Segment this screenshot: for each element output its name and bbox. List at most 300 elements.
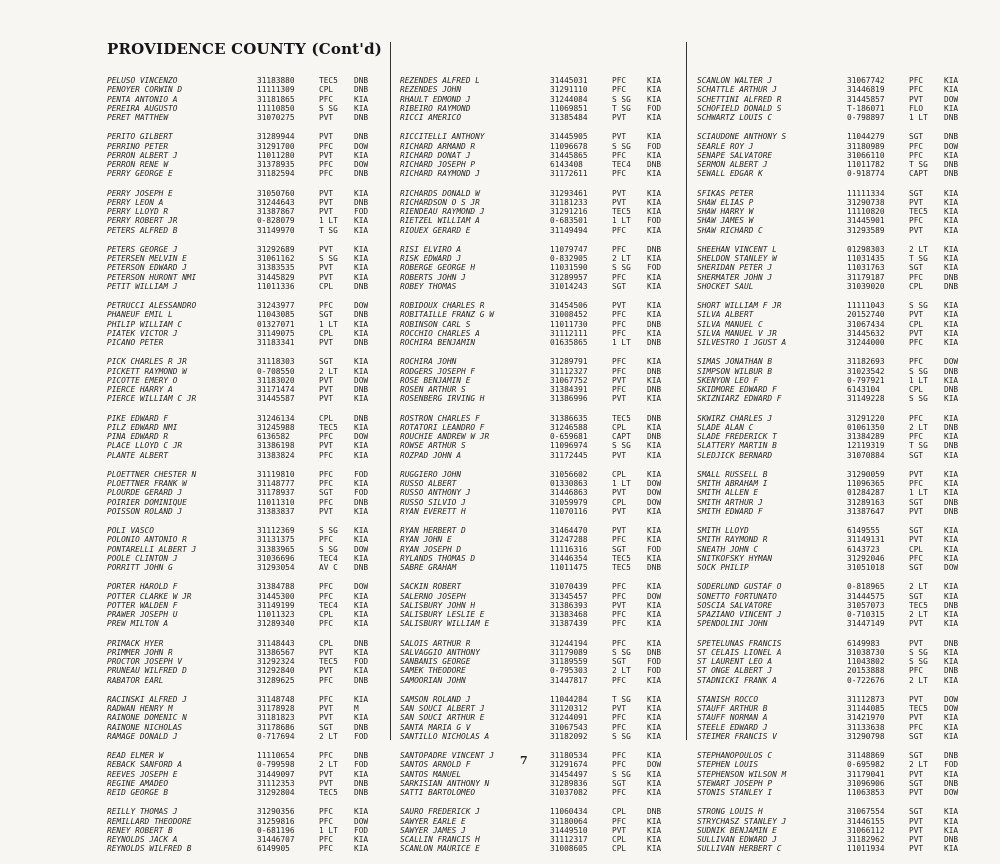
rank: PFC: [319, 160, 334, 169]
rank: PVT: [319, 207, 334, 216]
soldier-name: SEWALL EDGAR K: [697, 169, 763, 179]
rank: PVT: [319, 150, 334, 160]
serial-number: 31289163: [847, 497, 885, 507]
soldier-name: REBACK SANFORD A: [107, 760, 183, 770]
roster-entry: [107, 648, 387, 657]
status-code: DNB: [944, 666, 959, 676]
rank: PVT: [909, 469, 924, 479]
soldier-name: PIERCE WILLIAM C JR: [107, 394, 197, 404]
status-code: DNB: [647, 319, 662, 329]
rank: SGT: [909, 188, 924, 198]
status-code: KIA: [354, 807, 369, 817]
serial-number: 31386635: [550, 413, 588, 423]
roster-entry: [400, 666, 682, 675]
rank: 1 LT: [319, 216, 338, 226]
rank: PFC: [319, 816, 334, 826]
status-code: KIA: [647, 150, 662, 160]
serial-number: 11079747: [550, 244, 588, 254]
soldier-name: READ ELMER W: [107, 751, 164, 760]
soldier-name: PELUSO VINCENZO: [107, 76, 178, 85]
status-code: KIA: [647, 281, 662, 291]
soldier-name: RYAN EVERETT H: [400, 506, 466, 516]
roster-entry: [107, 263, 387, 272]
soldier-name: RAINONE DOMENIC N: [107, 713, 187, 723]
status-code: KIA: [354, 769, 369, 779]
roster-entry: [400, 676, 682, 685]
serial-number: 31291110: [550, 85, 588, 95]
serial-number: 31383837: [257, 506, 295, 516]
roster-entry: [400, 301, 682, 310]
serial-number: 12119319: [847, 441, 885, 451]
status-code: FOD: [647, 657, 662, 666]
serial-number: 31444575: [847, 591, 885, 601]
soldier-name: ROSENBERG IRVING H: [400, 394, 485, 404]
soldier-name: STEPHANOPOULOS C: [697, 751, 773, 760]
rank: PVT: [909, 788, 924, 797]
serial-number: 31292689: [257, 244, 295, 254]
soldier-name: SCHETTINI ALFRED R: [697, 94, 782, 104]
status-code: M: [354, 704, 359, 713]
soldier-name: SCHOFIELD DONALD S: [697, 103, 782, 113]
soldier-name: REZENDES ALFRED L: [400, 76, 480, 85]
soldier-name: STEPHENSON WILSON M: [697, 769, 787, 779]
rank: AV C: [319, 563, 338, 572]
serial-number: 31384289: [847, 432, 885, 441]
roster-entry: [107, 488, 387, 497]
status-code: KIA: [944, 488, 959, 498]
roster-entry: [107, 320, 387, 329]
roster-entry: [400, 226, 682, 235]
soldier-name: SAMSON ROLAND J: [400, 694, 471, 704]
roster-entry: [107, 160, 387, 169]
status-code: KIA: [354, 666, 369, 676]
rank: SGT: [319, 722, 334, 732]
soldier-name: RICHARDSON O S JR: [400, 197, 480, 207]
status-code: KIA: [944, 216, 959, 226]
rank: CPL: [319, 85, 334, 95]
serial-number: 11031590: [550, 263, 588, 273]
status-code: KIA: [944, 610, 959, 619]
soldier-name: PIERCE HARRY A: [107, 385, 173, 394]
rank: PFC: [909, 338, 924, 347]
status-code: DNB: [647, 432, 662, 441]
status-code: DOW: [944, 563, 959, 572]
roster-entry: [697, 142, 980, 151]
roster-group: [107, 245, 387, 291]
roster-entry: [400, 470, 682, 479]
rank: PVT: [319, 704, 334, 713]
rank: PFC: [909, 272, 924, 282]
roster-group: [107, 751, 387, 797]
status-code: DNB: [354, 338, 369, 347]
soldier-name: SNEATH JOHN C: [697, 544, 759, 554]
soldier-name: SALISBURY WILLIAM E: [400, 619, 490, 629]
rank: PVT: [909, 506, 924, 516]
roster-entry: [107, 788, 387, 797]
roster-entry: [107, 169, 387, 178]
rank: SGT: [909, 591, 924, 601]
status-code: DNB: [354, 281, 369, 291]
roster-entry: [400, 160, 682, 169]
soldier-name: SCIAUDONE ANTHONY S: [697, 132, 787, 142]
serial-number: 31181823: [257, 713, 295, 723]
roster-entry: [107, 535, 387, 544]
page-number: 7: [520, 754, 528, 767]
rank: CPL: [612, 835, 627, 844]
rank: S SG: [612, 731, 631, 741]
status-code: FOD: [647, 263, 662, 273]
roster-entry: [107, 507, 387, 516]
status-code: FOD: [354, 469, 369, 479]
roster-entry: [697, 648, 980, 657]
rank: PVT: [319, 385, 334, 394]
soldier-name: RODGERS JOSEPH F: [400, 366, 476, 376]
roster-entry: [400, 807, 682, 816]
page-title: PROVIDENCE COUNTY (Cont'd): [107, 40, 383, 58]
roster-entry: [697, 198, 980, 207]
roster-group: [400, 76, 682, 122]
serial-number: 31385484: [550, 113, 588, 122]
roster-entry: [400, 282, 682, 291]
rank: PFC: [612, 357, 627, 367]
rank: 1 LT: [319, 825, 338, 835]
roster-entry: [107, 704, 387, 713]
roster-group: [400, 639, 682, 685]
rank: T SG: [909, 441, 928, 451]
soldier-name: PERRY LLOYD R: [107, 207, 169, 216]
status-code: DNB: [944, 366, 959, 376]
soldier-name: PRIMACK HYER: [107, 638, 164, 648]
status-code: FOD: [354, 825, 369, 835]
serial-number: 31446819: [847, 85, 885, 95]
roster-group: [107, 357, 387, 403]
soldier-name: RISI ELVIRO A: [400, 244, 462, 254]
rank: PVT: [909, 197, 924, 207]
rank: 2 LT: [319, 366, 338, 376]
roster-entry: [697, 732, 980, 741]
rank: TEC5: [319, 76, 338, 85]
serial-number: 31149075: [257, 328, 295, 338]
rank: PVT: [319, 375, 334, 385]
rank: PFC: [612, 610, 627, 619]
serial-number: 31050760: [257, 188, 295, 198]
soldier-name: SHERMATER JOHN J: [697, 272, 773, 282]
serial-number: 31464470: [550, 526, 588, 535]
rank: PFC: [612, 85, 627, 95]
soldier-name: RICCI AMERICO: [400, 113, 462, 122]
rank: PFC: [909, 413, 924, 423]
roster-group: [400, 132, 682, 178]
rank: 2 LT: [909, 244, 928, 254]
status-code: DNB: [354, 638, 369, 648]
roster-entry: [697, 432, 980, 441]
rank: PFC: [612, 619, 627, 629]
roster-entry: [400, 245, 682, 254]
soldier-name: SACKIN ROBERT: [400, 582, 462, 592]
serial-number: 31172445: [550, 450, 588, 460]
rank: PVT: [909, 94, 924, 104]
serial-number: 31345457: [550, 591, 588, 601]
soldier-name: STEELE EDWARD J: [697, 722, 768, 732]
status-code: KIA: [944, 244, 959, 254]
roster-entry: [697, 704, 980, 713]
status-code: KIA: [354, 610, 369, 619]
soldier-name: SHORT WILLIAM F JR: [697, 301, 782, 310]
serial-number: 31181233: [550, 197, 588, 207]
roster-group: [697, 695, 980, 741]
roster-entry: [400, 216, 682, 225]
serial-number: 31384788: [257, 582, 295, 592]
rank: PFC: [909, 216, 924, 226]
status-code: KIA: [354, 647, 369, 657]
roster-group: [697, 807, 980, 853]
roster-entry: [107, 751, 387, 760]
status-code: KIA: [944, 225, 959, 235]
soldier-name: RICCITELLI ANTHONY: [400, 132, 485, 142]
serial-number: 11031763: [847, 263, 885, 273]
soldier-name: ROBERTS JOHN J: [400, 272, 466, 282]
roster-entry: [697, 273, 980, 282]
roster-entry: [400, 189, 682, 198]
soldier-name: POLI VASCO: [107, 526, 154, 535]
roster-group: [400, 751, 682, 797]
soldier-name: RIOUEX GERARD E: [400, 225, 471, 235]
serial-number: 11111309: [257, 85, 295, 95]
roster-entry: [400, 385, 682, 394]
status-code: DNB: [354, 85, 369, 95]
roster-group: [107, 807, 387, 853]
soldier-name: SMITH ALLEN E: [697, 488, 759, 498]
rank: TEC4: [319, 553, 338, 563]
status-code: KIA: [944, 188, 959, 198]
roster-entry: [107, 385, 387, 394]
roster-entry: [697, 779, 980, 788]
roster-entry: [697, 160, 980, 169]
rank: PFC: [909, 553, 924, 563]
status-code: KIA: [647, 751, 662, 760]
roster-entry: [697, 807, 980, 816]
serial-number: 31148748: [257, 694, 295, 704]
roster-entry: [697, 639, 980, 648]
roster-entry: [697, 357, 980, 366]
roster-entry: [107, 723, 387, 732]
rank: TEC5: [909, 600, 928, 610]
serial-number: 11044284: [550, 694, 588, 704]
roster-entry: [107, 610, 387, 619]
soldier-name: SAN SOUCI ALBERT J: [400, 704, 485, 713]
rank: TEC5: [612, 413, 631, 423]
status-code: KIA: [944, 207, 959, 216]
roster-entry: [400, 254, 682, 263]
soldier-name: RUSSO ANTHONY J: [400, 488, 471, 498]
status-code: DNB: [944, 751, 959, 760]
rank: PVT: [612, 704, 627, 713]
status-code: KIA: [944, 301, 959, 310]
serial-number: 31178928: [257, 704, 295, 713]
status-code: DNB: [647, 385, 662, 394]
roster-entry: [697, 207, 980, 216]
status-code: KIA: [647, 254, 662, 263]
soldier-name: REZENDES JOHN: [400, 85, 462, 95]
roster-entry: [697, 723, 980, 732]
roster-entry: [400, 273, 682, 282]
soldier-name: RAINONE NICHOLAS: [107, 722, 183, 732]
status-code: DNB: [354, 197, 369, 207]
rank: PFC: [319, 591, 334, 601]
rank: CPL: [612, 844, 627, 854]
roster-entry: [400, 85, 682, 94]
rank: PVT: [319, 263, 334, 273]
serial-number: 31244000: [847, 338, 885, 347]
status-code: KIA: [354, 591, 369, 601]
soldier-name: SLEDJICK BERNARD: [697, 450, 773, 460]
serial-number: 31421970: [847, 713, 885, 723]
serial-number: 31445829: [257, 272, 295, 282]
soldier-name: RIBEIRO RAYMOND: [400, 103, 471, 113]
roster-entry: [107, 338, 387, 347]
roster-entry: [400, 751, 682, 760]
rank: PFC: [909, 76, 924, 85]
status-code: FOD: [354, 488, 369, 498]
soldier-name: PHILIP WILLIAM C: [107, 319, 183, 329]
roster-entry: [697, 151, 980, 160]
status-code: DOW: [354, 375, 369, 385]
roster-entry: [400, 329, 682, 338]
status-code: DNB: [647, 647, 662, 657]
status-code: DNB: [354, 76, 369, 85]
roster-group: [400, 245, 682, 291]
status-code: DOW: [647, 760, 662, 770]
status-code: KIA: [647, 638, 662, 648]
soldier-name: PICKETT RAYMOND W: [107, 366, 187, 376]
roster-entry: [107, 844, 387, 853]
rank: PFC: [612, 751, 627, 760]
serial-number: 31051018: [847, 563, 885, 572]
soldier-name: SALERNO JOSEPH: [400, 591, 466, 601]
roster-entry: [107, 441, 387, 450]
status-code: DNB: [354, 385, 369, 394]
soldier-name: STADNICKI FRANK A: [697, 675, 777, 685]
serial-number: 31446863: [550, 488, 588, 498]
serial-number: 31386567: [257, 647, 295, 657]
roster-entry: [697, 498, 980, 507]
rank: TEC4: [319, 600, 338, 610]
rank: PFC: [612, 816, 627, 826]
roster-group: [107, 414, 387, 460]
serial-number: 11111043: [847, 301, 885, 310]
rank: SGT: [612, 544, 627, 554]
status-code: KIA: [647, 713, 662, 723]
rank: T SG: [612, 694, 631, 704]
serial-number: 6149983: [847, 638, 880, 648]
soldier-name: PROCTOR JOSEPH V: [107, 657, 183, 666]
soldier-name: PHANEUF EMIL L: [107, 310, 173, 320]
roster-entry: [697, 488, 980, 497]
roster-entry: [400, 545, 682, 554]
serial-number: 31112873: [847, 694, 885, 704]
soldier-name: SATTI BARTOLOMEO: [400, 788, 476, 797]
serial-number: 01284287: [847, 488, 885, 498]
roster-entry: [107, 273, 387, 282]
serial-number: 31386198: [257, 441, 295, 451]
soldier-name: PIATEK VICTOR J: [107, 328, 178, 338]
status-code: KIA: [354, 694, 369, 704]
soldier-name: RABATOR EARL: [107, 675, 164, 685]
rank: CPL: [612, 469, 627, 479]
status-code: KIA: [647, 85, 662, 95]
roster-entry: [400, 169, 682, 178]
status-code: DNB: [944, 272, 959, 282]
status-code: KIA: [944, 844, 959, 854]
soldier-name: RISK EDWARD J: [400, 254, 462, 263]
rank: SGT: [319, 357, 334, 367]
roster-entry: [697, 216, 980, 225]
roster-entry: [400, 732, 682, 741]
soldier-name: SUDNIK BENJAMIN E: [697, 825, 777, 835]
roster-entry: [107, 376, 387, 385]
roster-entry: [400, 498, 682, 507]
status-code: KIA: [354, 479, 369, 488]
roster-entry: [400, 592, 682, 601]
rank: PFC: [612, 319, 627, 329]
serial-number: 0-799598: [257, 760, 295, 770]
rank: T SG: [319, 225, 338, 235]
soldier-name: POOLE CLINTON J: [107, 553, 178, 563]
roster-entry: [697, 526, 980, 535]
rank: PFC: [612, 713, 627, 723]
status-code: KIA: [944, 526, 959, 535]
status-code: FOD: [647, 216, 662, 226]
serial-number: 31384391: [550, 385, 588, 394]
soldier-name: SILVA MANUEL C: [697, 319, 763, 329]
soldier-name: SPENDOLINI JOHN: [697, 619, 768, 629]
rank: PVT: [909, 835, 924, 844]
soldier-name: SONETTO FORTUNATO: [697, 591, 777, 601]
soldier-name: SULLIVAN EDWARD J: [697, 835, 777, 844]
status-code: KIA: [944, 619, 959, 629]
serial-number: 31446155: [847, 816, 885, 826]
roster-entry: [107, 245, 387, 254]
status-code: DNB: [944, 385, 959, 394]
rank: PFC: [612, 169, 627, 179]
rank: PFC: [319, 301, 334, 310]
roster-entry: [107, 545, 387, 554]
status-code: KIA: [647, 526, 662, 535]
roster-entry: [400, 563, 682, 572]
roster-entry: [697, 367, 980, 376]
roster-entry: [107, 432, 387, 441]
rank: PVT: [612, 394, 627, 404]
roster-entry: [107, 826, 387, 835]
serial-number: 31293589: [847, 225, 885, 235]
rank: PFC: [612, 675, 627, 685]
roster-entry: [697, 601, 980, 610]
roster-entry: [400, 113, 682, 122]
soldier-name: SPETELUNAS FRANCIS: [697, 638, 782, 648]
rank: PFC: [319, 497, 334, 507]
rank: PFC: [319, 694, 334, 704]
soldier-name: PERRON RENE W: [107, 160, 169, 169]
serial-number: 31445031: [550, 76, 588, 85]
rank: 2 LT: [319, 731, 338, 741]
roster-entry: [107, 216, 387, 225]
soldier-name: SANTA MARIA G V: [400, 722, 471, 732]
soldier-name: ROSEN ARTHUR S: [400, 385, 466, 394]
status-code: FOD: [354, 731, 369, 741]
roster-group: [107, 76, 387, 122]
rank: PVT: [319, 506, 334, 516]
serial-number: 11011310: [257, 497, 295, 507]
